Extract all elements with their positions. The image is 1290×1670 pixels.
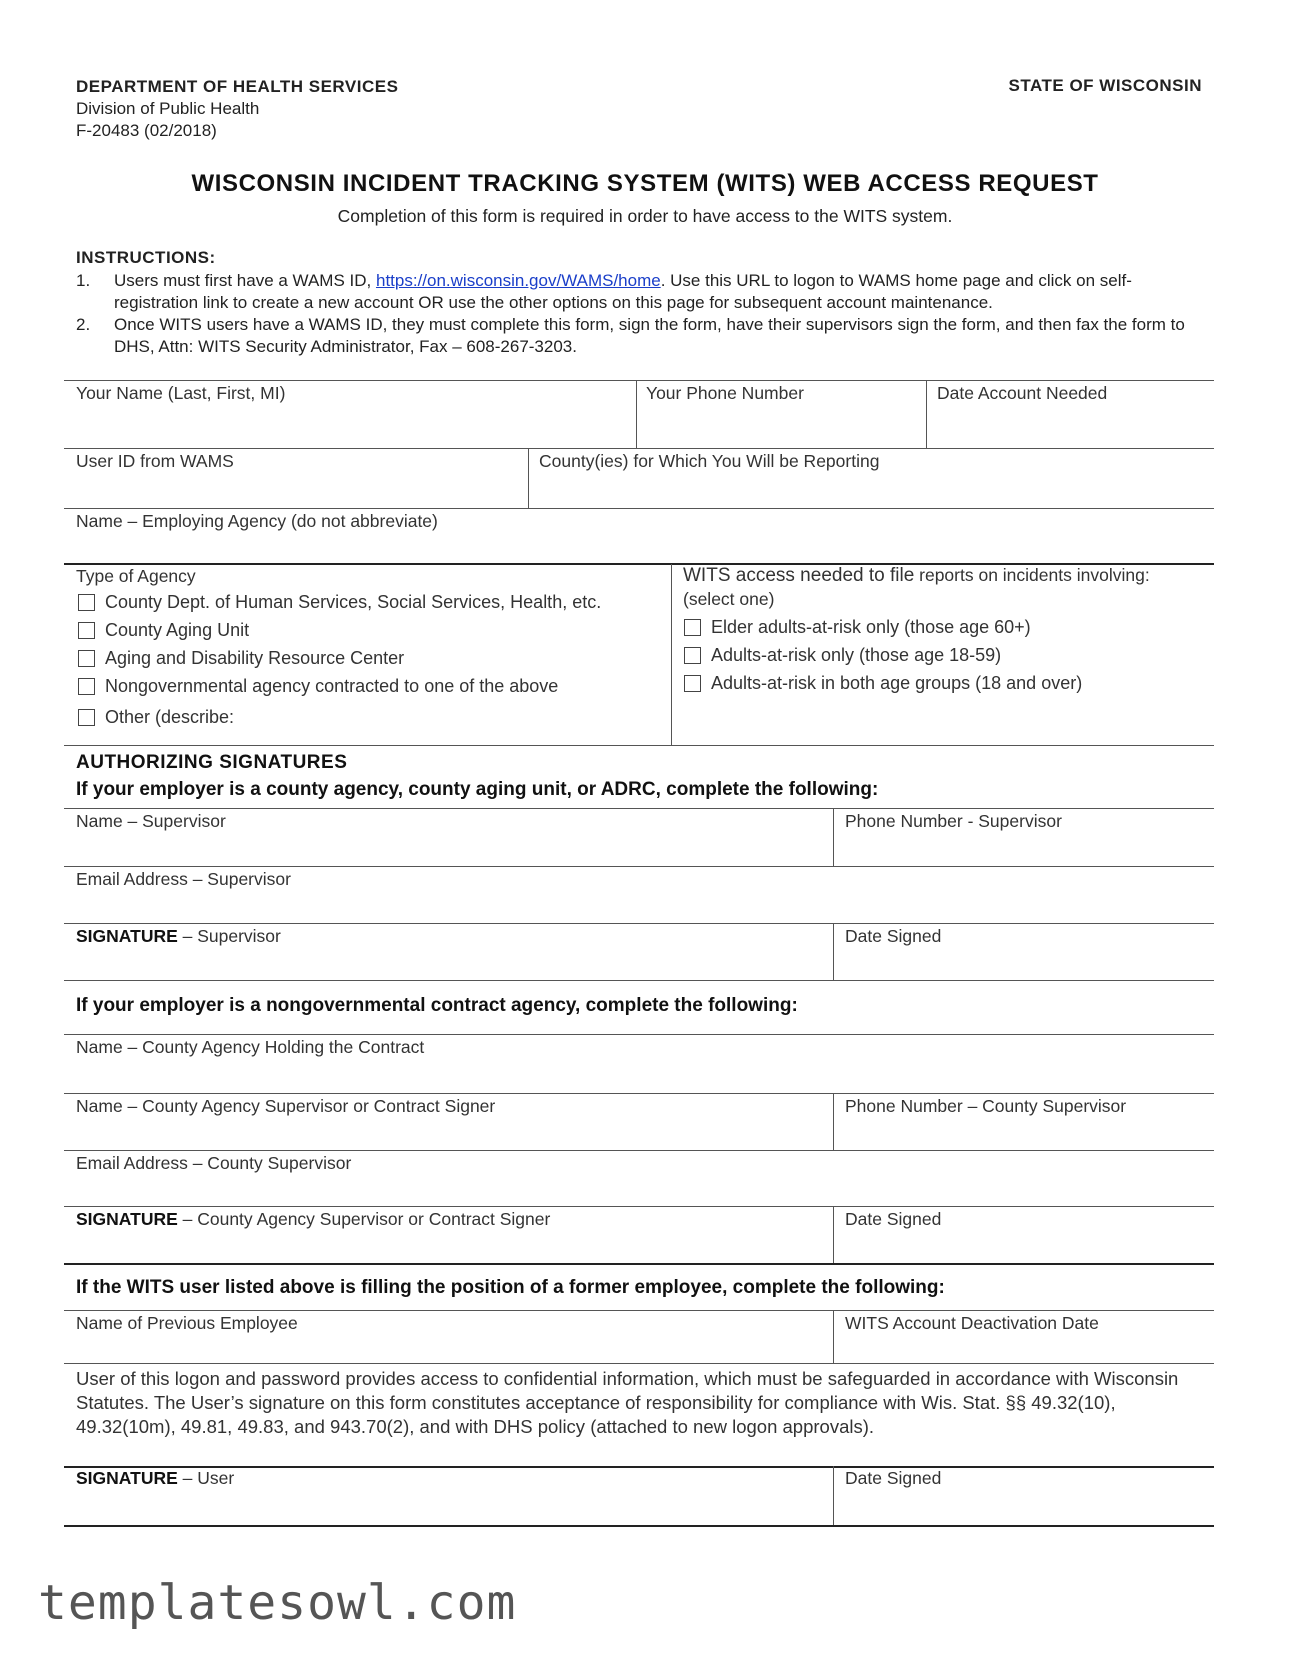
- instruction-number: 2.: [76, 315, 91, 334]
- divider: [64, 980, 1214, 981]
- access-heading-large: WITS access needed to file: [683, 565, 915, 586]
- divider: [833, 808, 834, 866]
- divider: [64, 1525, 1214, 1527]
- divider: [833, 923, 834, 980]
- form-number: F-20483 (02/2018): [76, 121, 217, 140]
- option-label: Elder adults-at-risk only (those age 60+): [711, 617, 1031, 637]
- option-label: Nongovernmental agency contracted to one of the above: [105, 676, 559, 696]
- divider: [64, 745, 1214, 746]
- option-label: County Dept. of Human Services, Social Services, Health, etc.: [105, 592, 602, 612]
- divider: [64, 808, 1214, 809]
- signature-word: SIGNATURE: [76, 926, 178, 946]
- divider: [64, 508, 1214, 509]
- checkbox[interactable]: [78, 650, 95, 667]
- divider: [64, 380, 1214, 381]
- signature-label-rest: – Supervisor: [177, 926, 281, 946]
- form-title: WISCONSIN INCIDENT TRACKING SYSTEM (WITS) WEB ACCESS REQUEST: [191, 170, 1099, 197]
- divider: [64, 448, 1214, 449]
- divider: [833, 1310, 834, 1363]
- supervisor-date-signed-field[interactable]: Date Signed: [845, 926, 942, 946]
- authorizing-heading: AUTHORIZING SIGNATURES: [76, 752, 348, 773]
- divider: [636, 380, 637, 448]
- date-needed-field[interactable]: Date Account Needed: [937, 383, 1108, 403]
- option-label: County Aging Unit: [105, 620, 250, 640]
- divider: [64, 1093, 1214, 1094]
- agency-type-heading: Type of Agency: [76, 566, 196, 586]
- supervisor-name-field[interactable]: Name – Supervisor: [76, 811, 226, 831]
- checkbox[interactable]: [78, 709, 95, 726]
- instruction-item-2: [76, 314, 1206, 358]
- instruction-number: 1.: [76, 271, 91, 290]
- divider: [64, 1034, 1214, 1035]
- divider: [64, 1263, 1214, 1265]
- instruction-item-1: [76, 270, 1206, 314]
- agency-option-nongovernmental[interactable]: [78, 676, 558, 697]
- form-subtitle: Completion of this form is required in order to have access to the WITS system.: [337, 206, 953, 226]
- county-employer-heading: If your employer is a county agency, county aging unit, or ADRC, complete the following:: [76, 779, 879, 800]
- deactivation-date-field[interactable]: WITS Account Deactivation Date: [845, 1313, 1099, 1333]
- checkbox[interactable]: [78, 678, 95, 695]
- supervisor-phone-field[interactable]: Phone Number - Supervisor: [845, 811, 1062, 831]
- agency-option-adrc[interactable]: [78, 648, 404, 669]
- checkbox[interactable]: [684, 619, 701, 636]
- agency-option-other[interactable]: [78, 707, 234, 728]
- instruction-text-before-link: Users must first have a WAMS ID,: [114, 271, 376, 290]
- nongov-heading: If your employer is a nongovernmental contract agency, complete the following:: [76, 995, 798, 1016]
- divider: [64, 1466, 1214, 1468]
- divider: [528, 448, 529, 508]
- county-supervisor-phone-field[interactable]: Phone Number – County Supervisor: [845, 1096, 1127, 1116]
- instruction-text: Once WITS users have a WAMS ID, they must complete this form, sign the form, have their supervisors sign the form, and then fax the form to DHS, Attn: WITS Security Administrator, Fax – 608-267-3203.: [114, 315, 1185, 356]
- divider: [833, 1093, 834, 1150]
- divider: [64, 1150, 1214, 1151]
- agency-option-aging-unit[interactable]: [78, 620, 249, 641]
- header-left: [76, 76, 398, 142]
- previous-employee-field[interactable]: Name of Previous Employee: [76, 1313, 298, 1333]
- county-supervisor-email-field[interactable]: Email Address – County Supervisor: [76, 1153, 352, 1173]
- checkbox[interactable]: [684, 647, 701, 664]
- option-label: Adults-at-risk only (those age 18-59): [711, 645, 1002, 665]
- divider: [833, 1206, 834, 1263]
- division-name: Division of Public Health: [76, 99, 260, 118]
- access-option-elder[interactable]: [684, 617, 1031, 638]
- checkbox[interactable]: [78, 622, 95, 639]
- instruction-text-after-link: . Use this URL to logon to WAMS home page and click on self-registration link to create a new account OR use the other options on this page for subsequent account maintenance.: [114, 271, 1132, 312]
- user-id-field[interactable]: User ID from WAMS: [76, 451, 234, 471]
- signature-label-rest: – User: [177, 1468, 235, 1488]
- county-date-signed-field[interactable]: Date Signed: [845, 1209, 942, 1229]
- access-option-adults[interactable]: [684, 645, 1001, 666]
- divider: [833, 1466, 834, 1525]
- divider: [926, 380, 927, 448]
- instructions-heading: INSTRUCTIONS:: [76, 248, 216, 267]
- access-option-both[interactable]: [684, 673, 1082, 694]
- instruction-text: [114, 270, 1206, 314]
- divider: [64, 1310, 1214, 1311]
- instructions-list: [76, 270, 1206, 358]
- option-label: Aging and Disability Resource Center: [105, 648, 405, 668]
- user-signature-field[interactable]: [76, 1468, 234, 1489]
- divider: [64, 1206, 1214, 1207]
- divider: [671, 564, 672, 745]
- divider: [64, 923, 1214, 924]
- employing-agency-field[interactable]: Name – Employing Agency (do not abbreviate): [76, 511, 438, 531]
- watermark-text: templatesowl.com: [38, 1575, 517, 1631]
- divider: [64, 866, 1214, 867]
- county-agency-contract-field[interactable]: Name – County Agency Holding the Contract: [76, 1037, 425, 1057]
- option-label: Adults-at-risk in both age groups (18 and over): [711, 673, 1083, 693]
- divider: [64, 1363, 1214, 1364]
- access-heading: [683, 565, 1150, 587]
- access-select-note: (select one): [683, 589, 775, 609]
- county-supervisor-name-field[interactable]: Name – County Agency Supervisor or Contract Signer: [76, 1096, 496, 1116]
- wams-link[interactable]: https://on.wisconsin.gov/WAMS/home: [375, 271, 661, 290]
- checkbox[interactable]: [78, 594, 95, 611]
- your-phone-field[interactable]: Your Phone Number: [646, 383, 804, 403]
- access-heading-small: reports on incidents involving:: [914, 565, 1150, 585]
- counties-field[interactable]: County(ies) for Which You Will be Reporting: [539, 451, 880, 471]
- user-date-signed-field[interactable]: Date Signed: [845, 1468, 942, 1488]
- signature-label-rest: – County Agency Supervisor or Contract Signer: [177, 1209, 551, 1229]
- signature-word: SIGNATURE: [76, 1468, 178, 1488]
- former-employee-heading: If the WITS user listed above is filling the position of a former employee, complete the following:: [76, 1277, 945, 1298]
- county-signature-field[interactable]: [76, 1209, 550, 1230]
- checkbox[interactable]: [684, 675, 701, 692]
- department-name: DEPARTMENT OF HEALTH SERVICES: [76, 77, 399, 96]
- option-label: Other (describe:: [105, 707, 235, 727]
- your-name-field[interactable]: Your Name (Last, First, MI): [76, 383, 286, 403]
- confidentiality-statement: User of this logon and password provides access to confidential information, which must be safeguarded in accordance with Wisconsin Statutes. The User’s signature on this form constitutes acceptance of responsibility for compliance with Wis. Stat. §§ 49.32(10), 49.32(10m), 49.81, 49.83, and 943.70(2), and with DHS policy (attached to new logon approvals).: [76, 1368, 1179, 1437]
- supervisor-email-field[interactable]: Email Address – Supervisor: [76, 869, 291, 889]
- agency-option-county-dept[interactable]: [78, 592, 601, 613]
- state-name: STATE OF WISCONSIN: [1008, 76, 1202, 95]
- supervisor-signature-field[interactable]: [76, 926, 281, 947]
- signature-word: SIGNATURE: [76, 1209, 178, 1229]
